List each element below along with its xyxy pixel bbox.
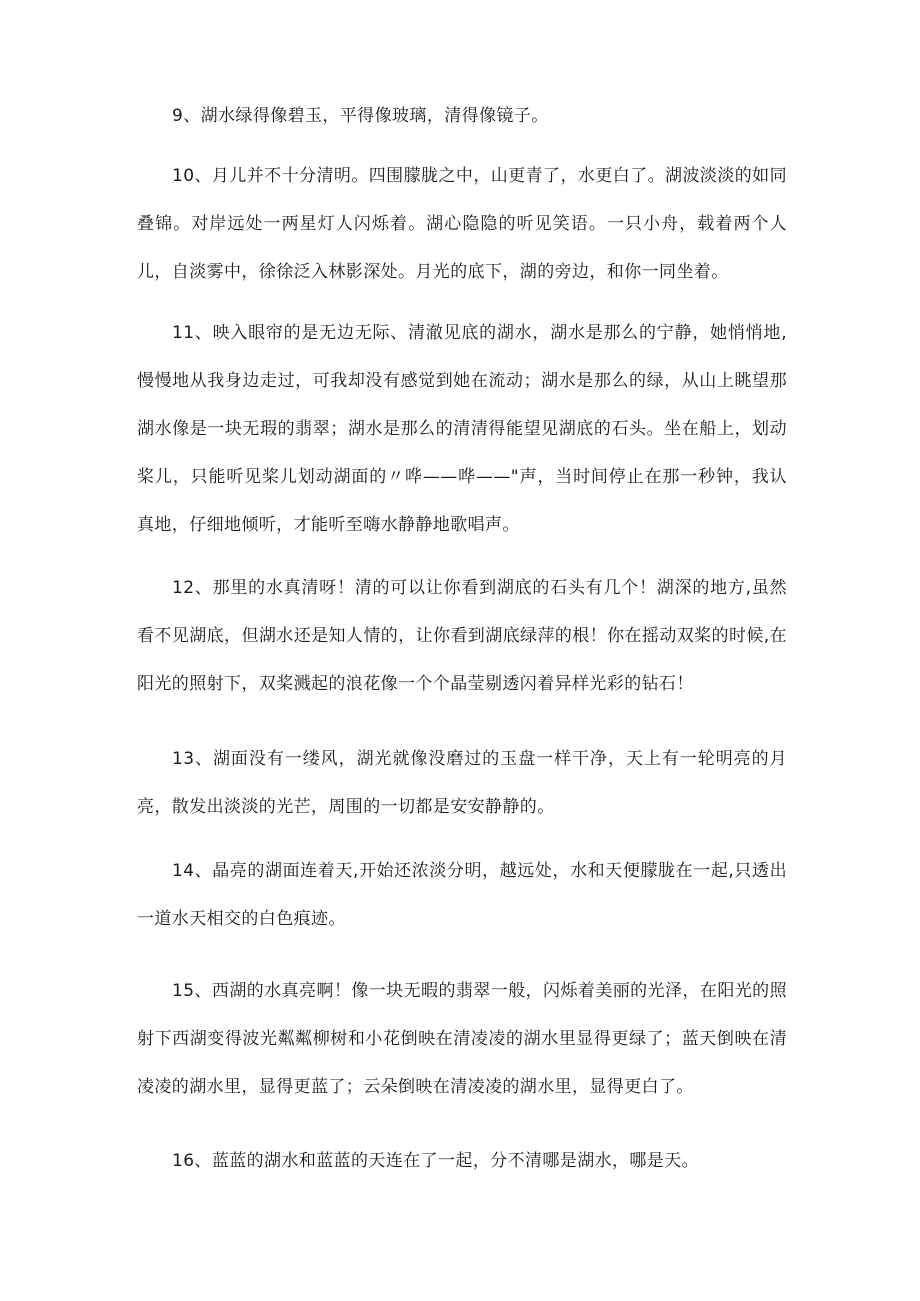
paragraph-13: 13、湖面没有一缕风，湖光就像没磨过的玉盘一样干净，天上有一轮明亮的月亮，散发出淡淡的光芒，周围的一切都是安安静静的。	[137, 749, 787, 817]
paragraph-15: 15、西湖的水真亮啊！像一块无暇的翡翠一般，闪烁着美丽的光泽，在阳光的照射下西湖变得波光粼粼柳树和小花倒映在清凌凌的湖水里显得更绿了；蓝天倒映在清凌凌的湖水里，显得更蓝了；云朵倒映在清凌凌的湖水里，显得更白了。	[137, 981, 787, 1097]
paragraph-10: 10、月儿并不十分清明。四围朦胧之中，山更青了，水更白了。湖波淡淡的如同叠锦。对岸远处一两星灯人闪烁着。湖心隐隐的听见笑语。一只小舟，载着两个人儿，自淡雾中，徐徐泛入林影深处。月光的底下，湖的旁边，和你一同坐着。	[137, 166, 787, 282]
paragraph-12: 12、那里的水真清呀！清的可以让你看到湖底的石头有几个！湖深的地方,虽然看不见湖底，但湖水还是知人情的，让你看到湖底绿萍的根！你在摇动双桨的时候,在阳光的照射下，双桨溅起的浪花像一个个晶莹剔透闪着异样光彩的钻石！	[137, 578, 787, 694]
paragraph-9: 9、湖水绿得像碧玉，平得像玻璃，清得像镜子。	[172, 106, 549, 126]
paragraph-14: 14、晶亮的湖面连着天,开始还浓淡分明，越远处，水和天便朦胧在一起,只透出一道水天相交的白色痕迹。	[137, 861, 787, 929]
paragraph-11: 11、映入眼帘的是无边无际、清澈见底的湖水，湖水是那么的宁静，她悄悄地,慢慢地从我身边走过，可我却没有感觉到她在流动；湖水是那么的绿，从山上眺望那湖水像是一块无瑕的翡翠；湖水是那么的清清得能望见湖底的石头。坐在船上，划动桨儿，只能听见桨儿划动湖面的〃哗——哗——"声，当时间停止在那一秒钟，我认真地，仔细地倾听，才能听至嗨水静静地歌唱声。	[137, 323, 787, 535]
paragraph-16: 16、蓝蓝的湖水和蓝蓝的天连在了一起，分不清哪是湖水，哪是天。	[172, 1151, 700, 1171]
